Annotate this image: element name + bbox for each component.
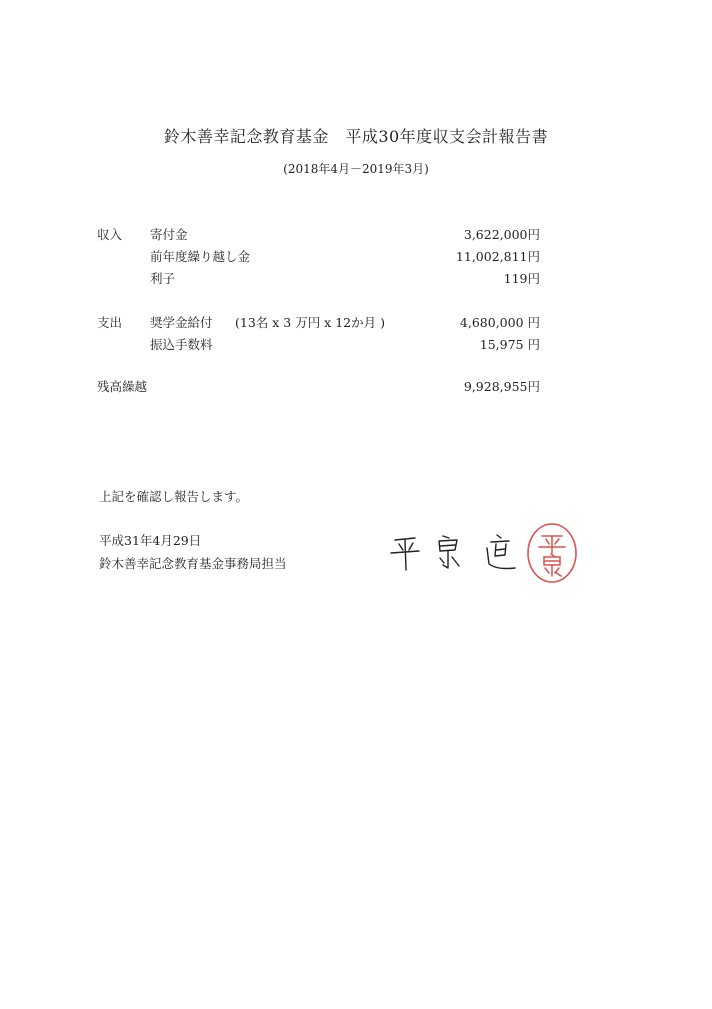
income-item-carryover: 前年度繰り越し金 (150, 249, 251, 264)
expense-amount-transfer-fee: 15,975 円 (479, 337, 540, 352)
hanko-seal-icon (524, 520, 580, 586)
report-period: (2018年4月－2019年3月) (283, 162, 429, 176)
expense-item-scholarship: 奨学金給付 (150, 315, 213, 330)
expense-item-transfer-fee: 振込手数料 (150, 337, 213, 352)
balance-label: 残高繰越 (97, 379, 148, 394)
income-amount-donation: 3,622,000円 (463, 227, 540, 242)
confirmation-statement: 上記を確認し報告します。 (99, 489, 249, 504)
income-item-interest: 利子 (150, 271, 176, 286)
signature-icon (385, 526, 520, 576)
office-name: 鈴木善幸記念教育基金事務局担当 (99, 556, 287, 571)
income-amount-carryover: 11,002,811円 (455, 249, 540, 264)
expense-label: 支出 (97, 315, 123, 330)
income-item-donation: 寄付金 (150, 227, 188, 242)
expense-detail-scholarship: (13名 x 3 万円 x 12か月 ) (235, 315, 385, 330)
expense-amount-scholarship: 4,680,000 円 (459, 315, 540, 330)
balance-amount: 9,928,955円 (463, 379, 540, 394)
report-title: 鈴木善幸記念教育基金 平成30年度収支会計報告書 (163, 127, 549, 146)
report-date: 平成31年4月29日 (99, 533, 202, 548)
income-amount-interest: 119円 (503, 271, 540, 286)
income-label: 収入 (97, 227, 123, 242)
